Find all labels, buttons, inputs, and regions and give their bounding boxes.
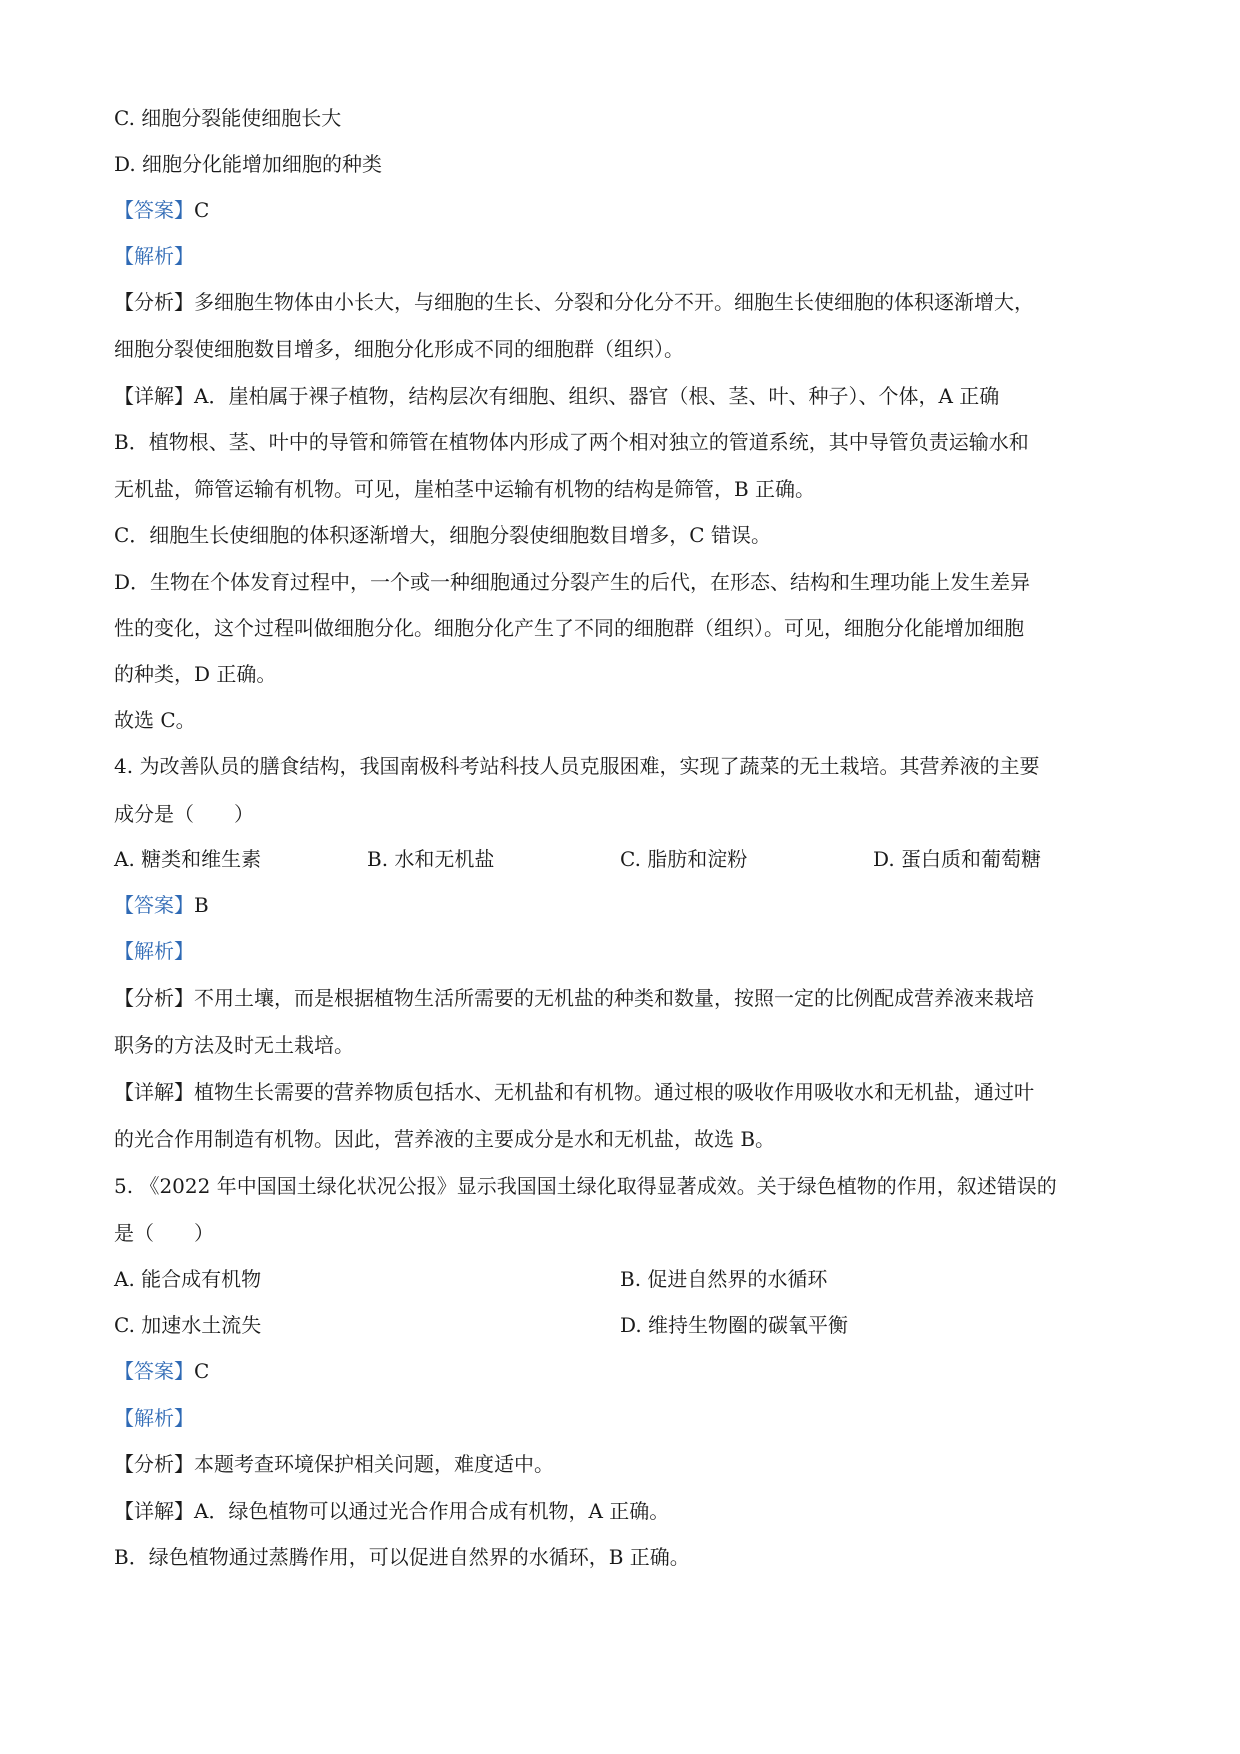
paragraph-line: 性的变化，这个过程叫做细胞分化。细胞分化产生了不同的细胞群（组织）。可见，细胞分化能增加细胞 (114, 616, 1024, 640)
paragraph-line: 【分析】不用土壤，而是根据植物生活所需要的无机盐的种类和数量，按照一定的比例配成营养液来栽培 (114, 986, 1034, 1010)
paragraph-line: 【详解】植物生长需要的营养物质包括水、无机盐和有机物。通过根的吸收作用吸收水和无机盐，通过叶 (114, 1080, 1034, 1104)
analysis-label: 【解析】 (114, 1406, 194, 1430)
paragraph-line: 故选 C。 (114, 708, 196, 732)
answer-value: C (194, 1359, 210, 1383)
option-b: B. 促进自然界的水循环 (620, 1267, 828, 1291)
option-a: A. 能合成有机物 (114, 1267, 262, 1291)
question-5-stem: 是（ ） (114, 1221, 214, 1245)
analysis-label: 【解析】 (114, 244, 194, 268)
option-d: D. 维持生物圈的碳氧平衡 (620, 1313, 849, 1337)
answer-value: C (194, 198, 210, 222)
option-c-text: C. 细胞分裂能使细胞长大 (114, 106, 342, 130)
question-4-stem: 成分是（ ） (114, 802, 254, 826)
answer-line (114, 196, 1130, 224)
paragraph-line: B．植物根、茎、叶中的导管和筛管在植物体内形成了两个相对独立的管道系统，其中导管负责运输水和 (114, 430, 1029, 454)
paragraph-line: 细胞分裂使细胞数目增多，细胞分化形成不同的细胞群（组织）。 (114, 337, 684, 361)
paragraph-line: D．生物在个体发育过程中，一个或一种细胞通过分裂产生的后代，在形态、结构和生理功能上发生差异 (114, 570, 1031, 594)
option-d-text: D. 细胞分化能增加细胞的种类 (114, 152, 383, 176)
answer-line (114, 1357, 1130, 1385)
answer-line (114, 891, 1130, 919)
question-4-stem: 4. 为改善队员的膳食结构，我国南极科考站科技人员克服困难，实现了蔬菜的无土栽培。其营养液的主要 (114, 754, 1040, 778)
paragraph-line: 【详解】A．绿色植物可以通过光合作用合成有机物，A 正确。 (114, 1499, 670, 1523)
paragraph-line: 【分析】多细胞生物体由小长大，与细胞的生长、分裂和分化分不开。细胞生长使细胞的体积逐渐增大， (114, 290, 1034, 314)
answer-label: 【答案】 (114, 198, 194, 222)
paragraph-line: B．绿色植物通过蒸腾作用，可以促进自然界的水循环，B 正确。 (114, 1545, 690, 1569)
analysis-label: 【解析】 (114, 939, 194, 963)
paragraph-line: 【分析】本题考查环境保护相关问题，难度适中。 (114, 1452, 554, 1476)
paragraph-line: 职务的方法及时无土栽培。 (114, 1033, 354, 1057)
answer-label: 【答案】 (114, 893, 194, 917)
question-5-stem: 5. 《2022 年中国国土绿化状况公报》显示我国国土绿化取得显著成效。关于绿色植物的作用，叙述错误的 (114, 1174, 1057, 1198)
option-d: D. 蛋白质和葡萄糖 (873, 847, 1042, 871)
option-a: A. 糖类和维生素 (114, 847, 262, 871)
option-c: C. 脂肪和淀粉 (620, 847, 748, 871)
paragraph-line: 的种类，D 正确。 (114, 662, 277, 686)
option-b: B. 水和无机盐 (367, 847, 495, 871)
paragraph-line: 无机盐，筛管运输有机物。可见，崖柏茎中运输有机物的结构是筛管，B 正确。 (114, 477, 816, 501)
answer-label: 【答案】 (114, 1359, 194, 1383)
paragraph-line: 的光合作用制造有机物。因此，营养液的主要成分是水和无机盐，故选 B。 (114, 1127, 776, 1151)
paragraph-line: 【详解】A．崖柏属于裸子植物，结构层次有细胞、组织、器官（根、茎、叶、种子）、个体，A 正确 (114, 384, 1000, 408)
option-c: C. 加速水土流失 (114, 1313, 262, 1337)
answer-value: B (194, 893, 209, 917)
paragraph-line: C．细胞生长使细胞的体积逐渐增大，细胞分裂使细胞数目增多，C 错误。 (114, 523, 771, 547)
